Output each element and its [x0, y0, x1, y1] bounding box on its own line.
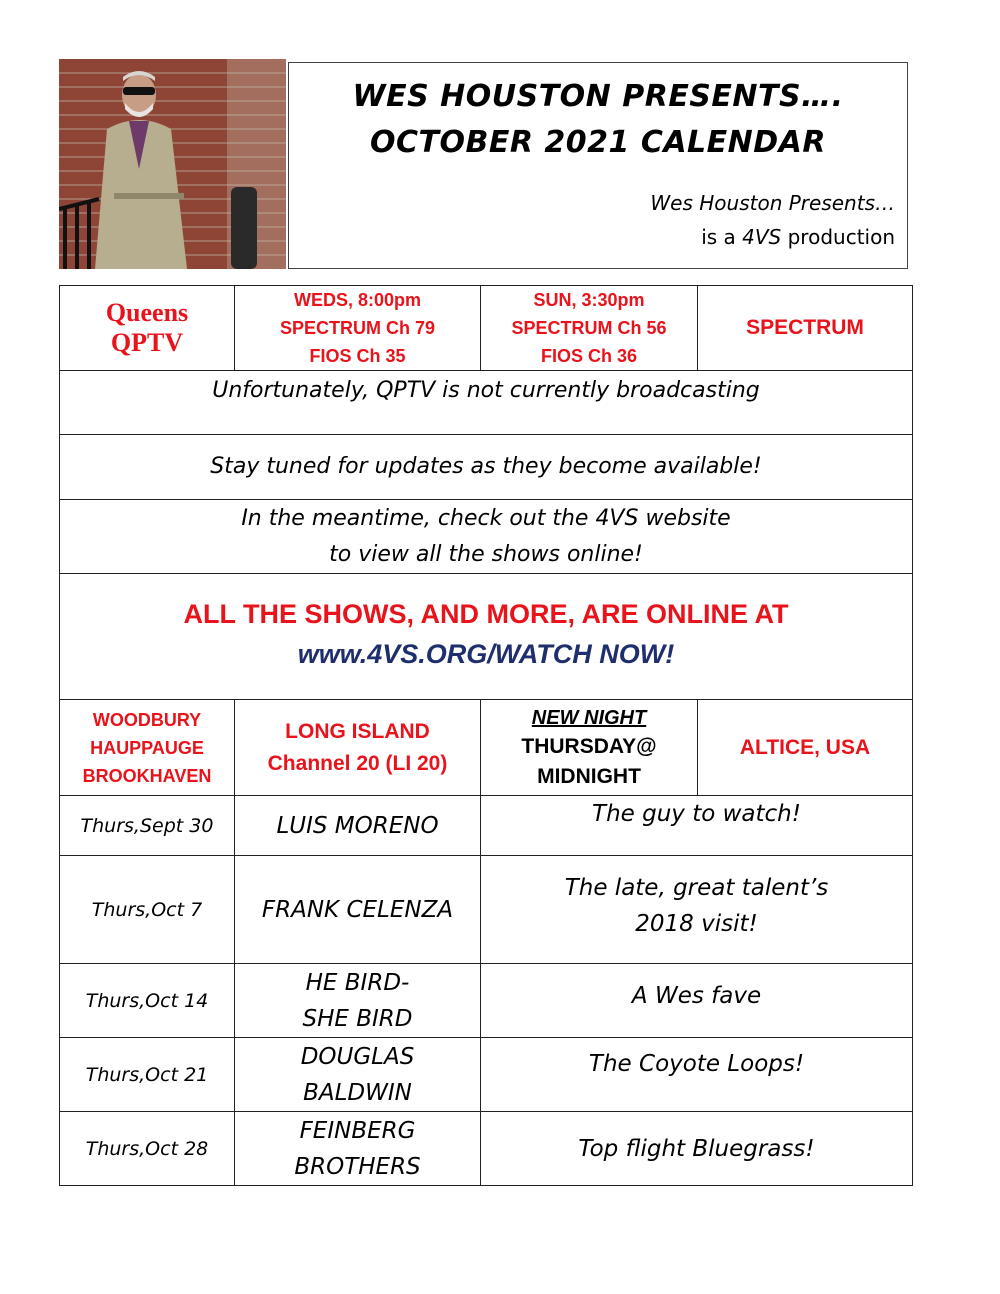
show-date: Thurs,Oct 7: [91, 898, 203, 921]
not-broadcasting-text: Unfortunately, QPTV is not currently broadcasting: [212, 378, 760, 403]
show-desc-cell: [481, 1038, 913, 1112]
show-date: Thurs,Sept 30: [80, 814, 214, 837]
meantime-line1: In the meantime, check out the 4VS website: [241, 505, 731, 531]
queens-slot2-spectrum: SPECTRUM Ch 56: [511, 318, 667, 338]
table-row: [60, 796, 913, 856]
show-desc-cell: [481, 796, 913, 856]
show-guest-cell: [235, 1112, 481, 1186]
message-row: [60, 371, 913, 435]
li-station-cell: [235, 700, 481, 796]
stay-tuned-cell: [60, 435, 913, 500]
show-desc: The guy to watch!: [592, 801, 801, 827]
show-guest: LUIS MORENO: [276, 812, 439, 839]
li-schedule-day: THURSDAY@: [521, 734, 657, 758]
production-suffix: production: [781, 225, 895, 249]
li-areas-cell: [60, 700, 235, 796]
show-guest: BROTHERS: [294, 1153, 421, 1180]
show-date-cell: [60, 796, 235, 856]
show-date-cell: [60, 964, 235, 1038]
table-row: [60, 856, 913, 964]
queens-slot1-day: WEDS, 8:00pm: [293, 290, 422, 310]
show-guest-cell: [235, 1038, 481, 1112]
li-schedule-cell: [481, 700, 698, 796]
new-night-label: NEW NIGHT: [531, 706, 647, 729]
queens-slot2-day: SUN, 3:30pm: [533, 290, 645, 310]
production-brand: 4VS: [742, 225, 782, 249]
online-row: [60, 574, 913, 700]
queens-station-line2: QPTV: [110, 328, 184, 357]
queens-provider: SPECTRUM: [746, 316, 864, 339]
online-headline: ALL THE SHOWS, AND MORE, ARE ONLINE AT: [183, 599, 789, 629]
li-channel: Channel 20 (LI 20): [267, 751, 448, 775]
table-row: [60, 1112, 913, 1186]
li-area: BROOKHAVEN: [82, 765, 212, 786]
production-credit: [701, 225, 895, 249]
show-desc: 2018 visit!: [635, 911, 758, 937]
queens-provider-cell: [698, 286, 913, 371]
li-provider: ALTICE, USA: [739, 735, 871, 759]
queens-header-row: [60, 286, 913, 371]
schedule-table: [59, 285, 913, 1186]
show-desc-cell: [481, 964, 913, 1038]
queens-slot1-fios: FIOS Ch 35: [309, 346, 406, 366]
show-desc: Top flight Bluegrass!: [578, 1135, 815, 1162]
show-guest: DOUGLAS: [300, 1043, 415, 1070]
table-row: [60, 964, 913, 1038]
stay-tuned-text: Stay tuned for updates as they become available!: [210, 454, 762, 479]
show-date: Thurs,Oct 14: [85, 989, 209, 1012]
meantime-line2: to view all the shows online!: [329, 541, 643, 567]
show-guest-cell: [235, 856, 481, 964]
production-prefix: is a: [701, 225, 743, 249]
show-desc: The Coyote Loops!: [588, 1051, 805, 1077]
li-area: HAUPPAUGE: [90, 737, 204, 758]
show-guest: FRANK CELENZA: [261, 896, 454, 923]
li-station-name: LONG ISLAND: [285, 719, 430, 743]
not-broadcasting-cell: [60, 371, 913, 435]
show-guest: FEINBERG: [299, 1117, 416, 1144]
presenter-tagline: Wes Houston Presents…: [650, 191, 895, 215]
host-photo: [59, 59, 286, 269]
show-guest-cell: [235, 796, 481, 856]
watch-now-link[interactable]: www.4VS.ORG/WATCH NOW!: [297, 639, 675, 669]
show-guest-cell: [235, 964, 481, 1038]
show-desc-cell: [481, 1112, 913, 1186]
meantime-cell: [60, 500, 913, 574]
queens-station-line1: Queens: [105, 298, 189, 327]
message-row: [60, 500, 913, 574]
show-guest: SHE BIRD: [302, 1005, 413, 1032]
queens-slot1-cell: [235, 286, 481, 371]
show-date-cell: [60, 856, 235, 964]
page-title: WES HOUSTON PRESENTS….: [352, 79, 844, 114]
queens-station-cell: [60, 286, 235, 371]
li-provider-cell: [698, 700, 913, 796]
queens-slot2-cell: [481, 286, 698, 371]
show-desc: A Wes fave: [631, 983, 762, 1009]
li-area: WOODBURY: [92, 709, 202, 730]
show-desc-cell: [481, 856, 913, 964]
page-subtitle: OCTOBER 2021 CALENDAR: [369, 125, 826, 160]
queens-slot2-fios: FIOS Ch 36: [540, 346, 638, 366]
show-date-cell: [60, 1112, 235, 1186]
show-desc: The late, great talent’s: [564, 875, 829, 901]
li-schedule-time: MIDNIGHT: [537, 764, 641, 788]
message-row: [60, 435, 913, 500]
queens-slot1-spectrum: SPECTRUM Ch 79: [279, 318, 436, 338]
show-date-cell: [60, 1038, 235, 1112]
online-cell: [60, 574, 913, 700]
show-date: Thurs,Oct 21: [85, 1063, 209, 1086]
show-date: Thurs,Oct 28: [85, 1137, 209, 1160]
show-guest: BALDWIN: [303, 1079, 412, 1106]
table-row: [60, 1038, 913, 1112]
longisland-header-row: [60, 700, 913, 796]
title-box: [288, 62, 908, 269]
show-guest: HE BIRD-: [305, 969, 410, 996]
